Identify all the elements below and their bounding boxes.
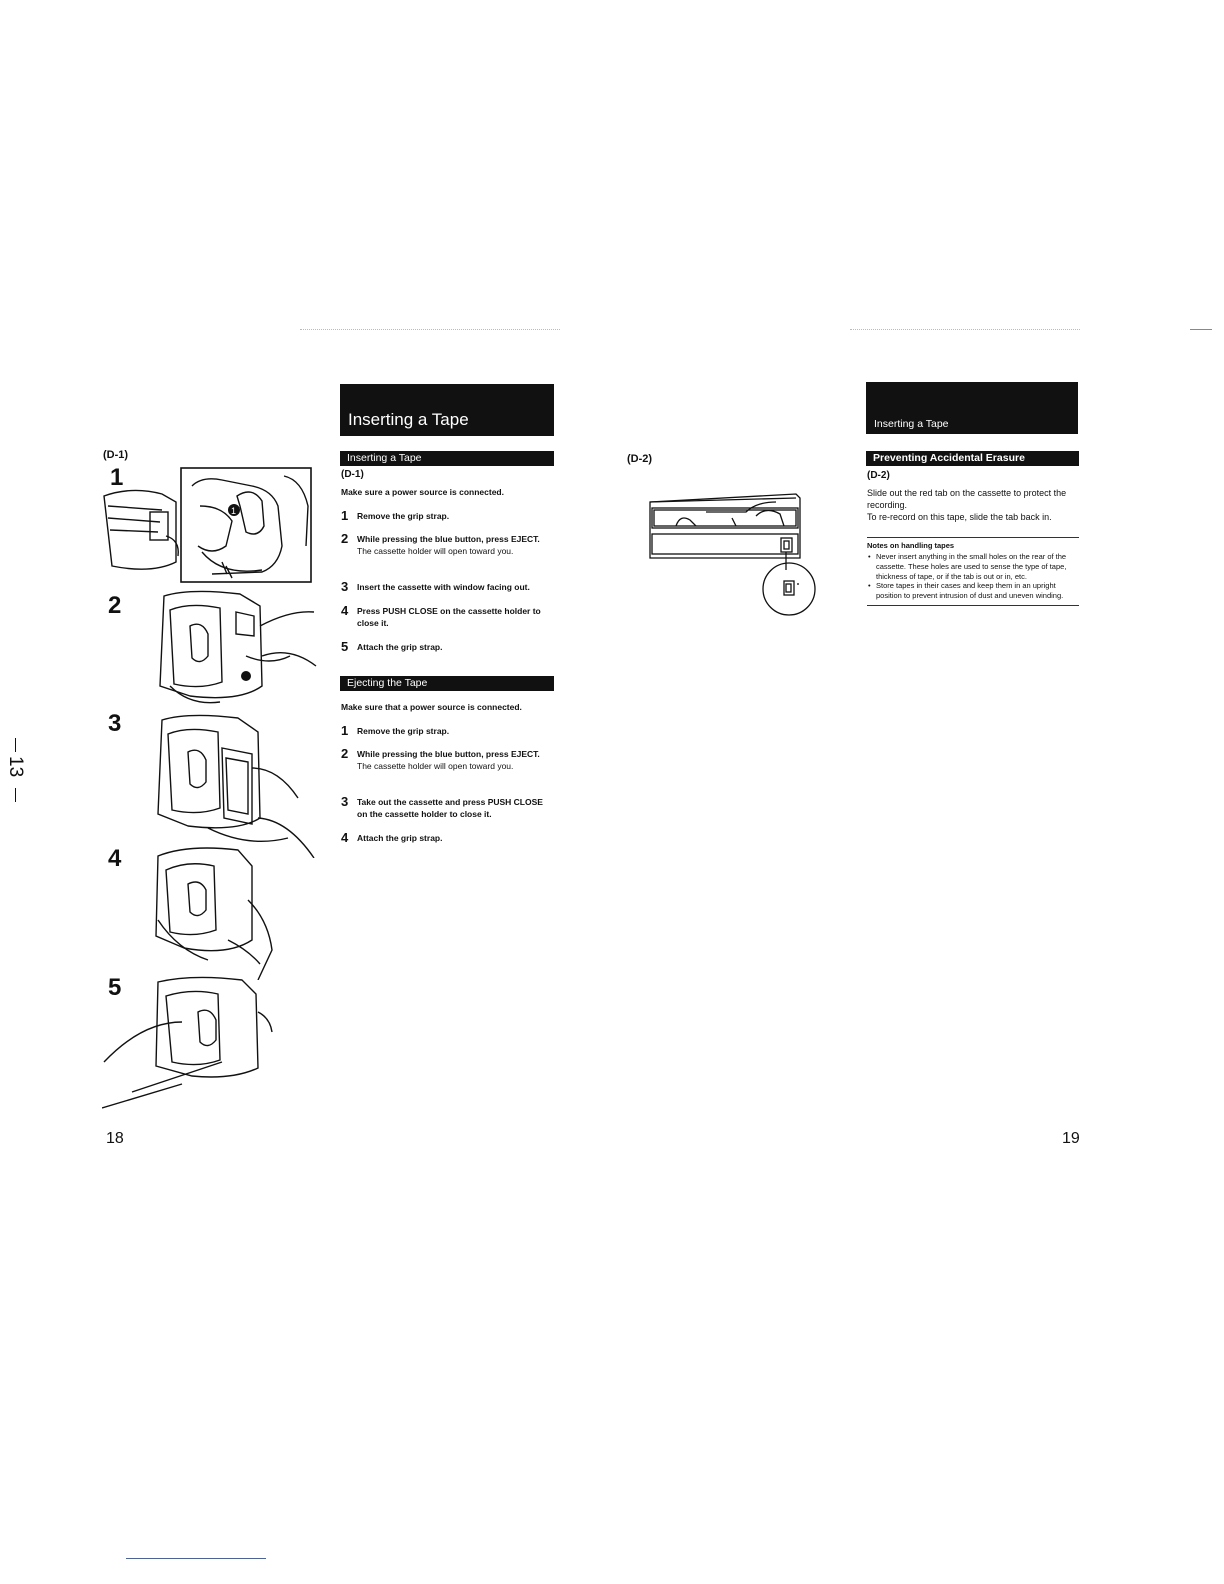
scan-line: [300, 329, 560, 330]
step-text: Remove the grip strap.: [357, 726, 450, 736]
step-number-4: 4: [108, 845, 122, 872]
side-page-number: 13: [5, 756, 26, 778]
side-page-mark: [6, 738, 26, 804]
step-number-1: 1: [110, 464, 124, 491]
chapter-header-inserting: [340, 384, 554, 436]
step-text: Remove the grip strap.: [357, 511, 450, 521]
step-index: 4: [341, 830, 349, 845]
step-subtext: The cassette holder will open toward you.: [357, 545, 514, 556]
step-text: While pressing the blue button, press EJECT.: [357, 534, 540, 544]
step-text: Insert the cassette with window facing out.: [357, 582, 530, 592]
step-index: 1: [341, 723, 349, 738]
step-text: Take out the cassette and press PUSH CLOSE on the cassette holder to close it.: [357, 797, 543, 819]
bottom-rule: [126, 1558, 266, 1559]
figure-ref-d2: (D-2): [867, 470, 890, 481]
step-index: 2: [341, 531, 349, 546]
eject-intro-text: Make sure that a power source is connected.: [341, 702, 522, 712]
step-number-5: 5: [108, 974, 122, 1001]
cassette-illustration: [646, 492, 832, 624]
camcorder-step5-illustration: [102, 972, 282, 1112]
section-header-inserting: Inserting a Tape: [340, 451, 554, 466]
insert-intro-text: Make sure a power source is connected.: [341, 487, 504, 497]
section-header-erasure: Preventing Accidental Erasure: [866, 451, 1079, 466]
step-index: 3: [341, 579, 349, 594]
note-item: • Store tapes in their cases and keep them in an upright position to prevent intrusion of dust and uneven winding.: [876, 581, 1079, 601]
step-index: 4: [341, 603, 349, 618]
page-number-right: 19: [1062, 1130, 1080, 1147]
step-number-3: 3: [108, 710, 122, 737]
erasure-paragraph-2: To re-record on this tape, slide the tab back in.: [867, 512, 1052, 522]
camcorder-step4-illustration: [148, 840, 278, 980]
step-text: Attach the grip strap.: [357, 642, 443, 652]
figure-label-d1: (D-1): [103, 449, 129, 461]
chapter-title-right: Inserting a Tape: [874, 418, 949, 430]
page-number-left: 18: [106, 1130, 124, 1147]
note-item: • Never insert anything in the small holes on the rear of the cassette. These holes are used to sense the type of tape, thickness of tape, or if the tab is out or in, etc.: [876, 552, 1079, 581]
step-index: 1: [341, 508, 349, 523]
step-text: Attach the grip strap.: [357, 833, 443, 843]
scan-line: [850, 329, 1080, 330]
scan-line: [1190, 329, 1212, 330]
step-index: 5: [341, 639, 349, 654]
callout-1: 1: [231, 506, 237, 516]
step-text: Press PUSH CLOSE on the cassette holder to close it.: [357, 606, 541, 628]
camcorder-step2-illustration: [150, 586, 318, 712]
step-index: 2: [341, 746, 349, 761]
step-number-2: 2: [108, 592, 122, 619]
camcorder-step3-illustration: [148, 708, 316, 858]
erasure-paragraph-1: Slide out the red tab on the cassette to protect the recording.: [867, 488, 1067, 510]
camcorder-step1-illustration: [102, 466, 314, 584]
step-subtext: The cassette holder will open toward you.: [357, 760, 514, 771]
figure-ref-d1: (D-1): [341, 469, 364, 480]
chapter-header-inserting-right: [866, 382, 1078, 434]
tape-handling-notes: [867, 537, 1079, 606]
step-index: 3: [341, 794, 349, 809]
step-text: While pressing the blue button, press EJECT.: [357, 749, 540, 759]
chapter-title: Inserting a Tape: [348, 410, 469, 429]
section-header-ejecting: Ejecting the Tape: [340, 676, 554, 691]
figure-label-d2: (D-2): [627, 453, 653, 465]
notes-title: Notes on handling tapes: [867, 541, 955, 550]
